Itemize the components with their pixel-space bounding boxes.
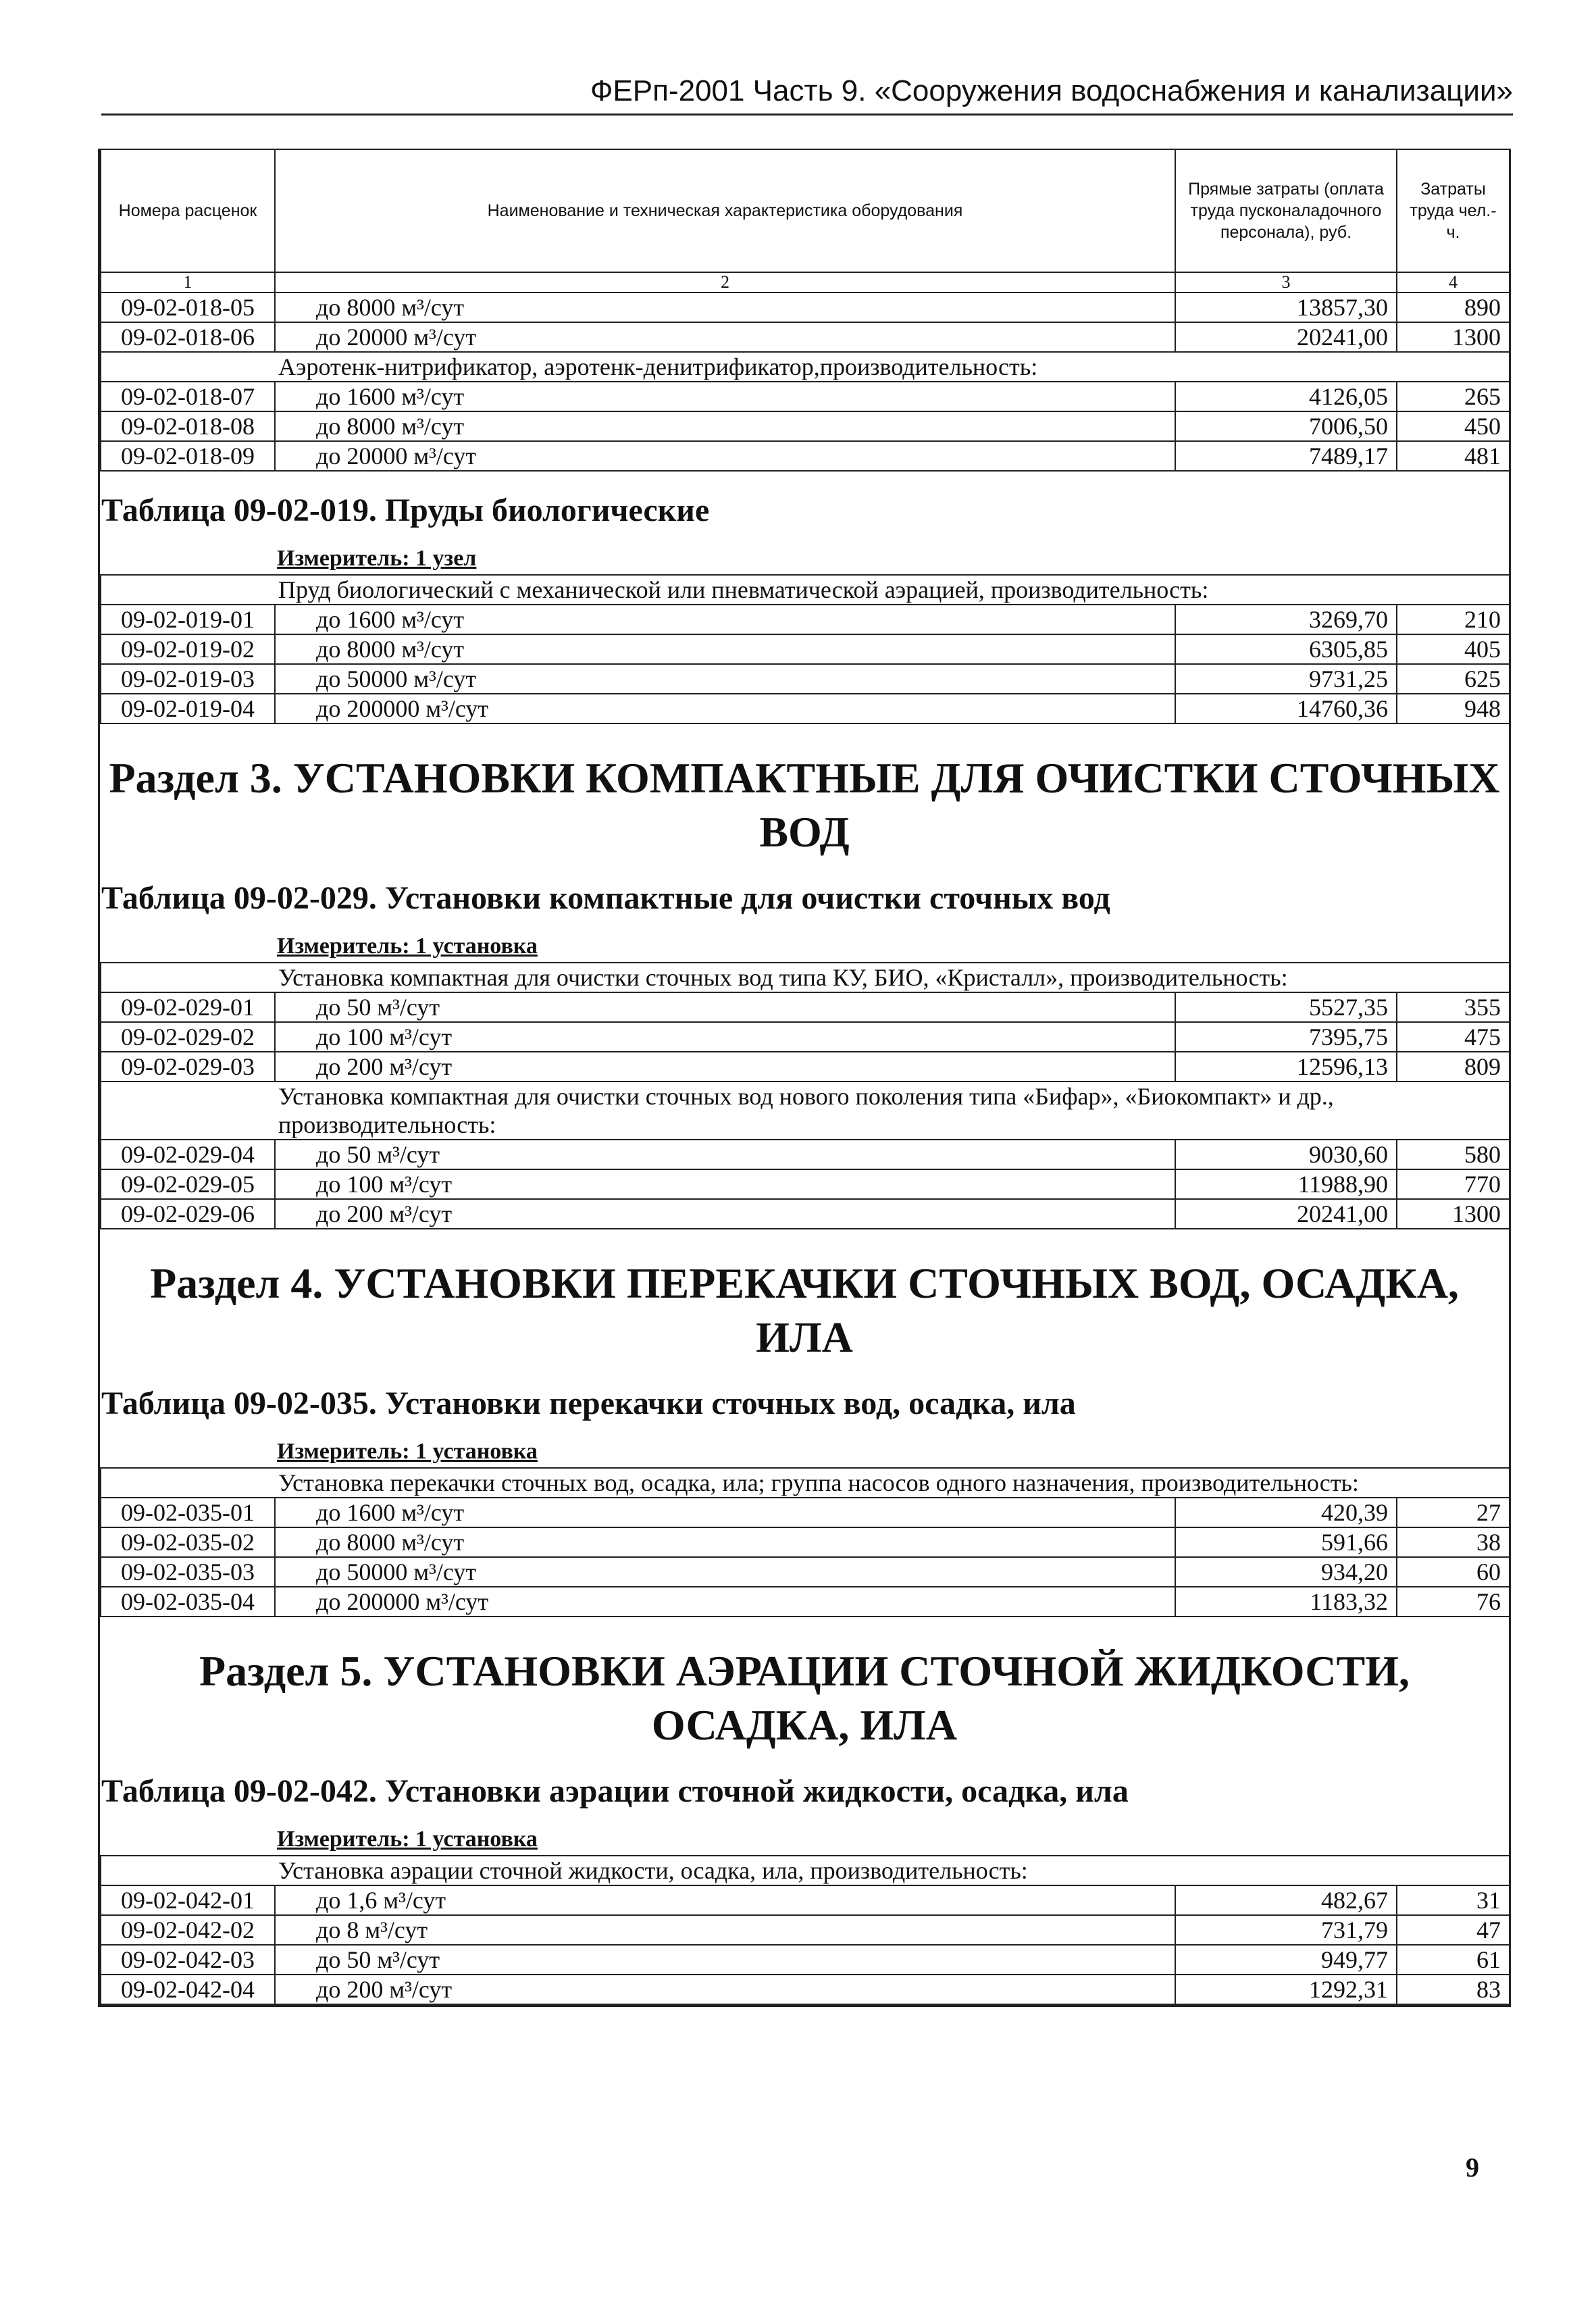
rate-labor: 405 <box>1397 634 1510 664</box>
rate-labor: 1300 <box>1397 1199 1510 1229</box>
rate-code: 09-02-018-05 <box>101 293 275 322</box>
rate-labor: 210 <box>1397 605 1510 634</box>
rate-row <box>101 1140 1510 1169</box>
rate-labor: 450 <box>1397 411 1510 441</box>
table-title-035: Таблица 09-02-035. Установки перекачки сточных вод, осадка, ила <box>101 1386 1076 1421</box>
rate-code: 09-02-019-01 <box>101 605 275 634</box>
col-number: 2 <box>275 272 1175 293</box>
rate-code: 09-02-029-04 <box>101 1140 275 1169</box>
rate-row <box>101 1557 1510 1587</box>
rate-description: до 20000 м³/сут <box>275 322 1175 352</box>
rate-row <box>101 1915 1510 1945</box>
rate-row <box>101 664 1510 694</box>
rate-labor: 355 <box>1397 992 1510 1022</box>
table-title-019: Таблица 09-02-019. Пруды биологические <box>101 492 710 528</box>
page-number: 9 <box>1466 2152 1479 2183</box>
rates-table-035 <box>100 1467 1510 1617</box>
rate-labor: 60 <box>1397 1557 1510 1587</box>
unit-text: Измеритель: 1 установка <box>277 934 538 959</box>
rate-description: до 8000 м³/сут <box>275 293 1175 322</box>
rate-cost: 420,39 <box>1175 1498 1397 1527</box>
rate-description: до 8000 м³/сут <box>275 1527 1175 1557</box>
rate-cost: 11988,90 <box>1175 1169 1397 1199</box>
rate-description: до 1600 м³/сут <box>275 1498 1175 1527</box>
rate-labor: 948 <box>1397 694 1510 723</box>
rate-labor: 1300 <box>1397 322 1510 352</box>
rate-code: 09-02-018-06 <box>101 322 275 352</box>
rate-cost: 4126,05 <box>1175 382 1397 411</box>
unit-042 <box>100 1824 1509 1855</box>
rate-cost: 20241,00 <box>1175 1199 1397 1229</box>
unit-019 <box>100 543 1509 574</box>
rate-row <box>101 992 1510 1022</box>
rate-row <box>101 634 1510 664</box>
rate-code: 09-02-035-03 <box>101 1557 275 1587</box>
rate-code: 09-02-042-03 <box>101 1945 275 1975</box>
rate-labor: 76 <box>1397 1587 1510 1617</box>
rate-code: 09-02-019-04 <box>101 694 275 723</box>
rate-description: до 100 м³/сут <box>275 1169 1175 1199</box>
group-intro-row <box>101 1856 1510 1885</box>
rate-code: 09-02-029-03 <box>101 1052 275 1082</box>
group-intro-text: Пруд биологический с механической или пневматической аэрацией, производительность: <box>278 576 1209 603</box>
rate-row <box>101 382 1510 411</box>
table-title-029: Таблица 09-02-029. Установки компактные для очистки сточных вод <box>101 880 1110 916</box>
rate-cost: 14760,36 <box>1175 694 1397 723</box>
group-intro-text: Установка компактная для очистки сточных вод нового поколения типа «Бифар», «Биокомпакт» и др., производительность: <box>278 1083 1334 1138</box>
rate-row <box>101 1885 1510 1915</box>
rate-cost: 7395,75 <box>1175 1022 1397 1052</box>
col-number: 1 <box>101 272 275 293</box>
group-intro-text: Аэротенк-нитрификатор, аэротенк-денитрификатор,производительность: <box>278 353 1038 380</box>
col-header-code: Номера расценок <box>101 149 275 272</box>
col-number: 3 <box>1175 272 1397 293</box>
col-header-labor: Затраты труда чел.-ч. <box>1397 149 1510 272</box>
rate-labor: 890 <box>1397 293 1510 322</box>
rate-code: 09-02-035-01 <box>101 1498 275 1527</box>
unit-029 <box>100 931 1509 962</box>
rate-cost: 5527,35 <box>1175 992 1397 1022</box>
rate-cost: 949,77 <box>1175 1945 1397 1975</box>
col-number: 4 <box>1397 272 1510 293</box>
rate-code: 09-02-018-09 <box>101 441 275 471</box>
rate-cost: 6305,85 <box>1175 634 1397 664</box>
rate-row <box>101 694 1510 723</box>
rate-code: 09-02-042-02 <box>101 1915 275 1945</box>
rate-labor: 580 <box>1397 1140 1510 1169</box>
rate-labor: 770 <box>1397 1169 1510 1199</box>
rate-description: до 100 м³/сут <box>275 1022 1175 1052</box>
column-header-row <box>101 149 1510 272</box>
rate-code: 09-02-029-06 <box>101 1199 275 1229</box>
rate-description: до 8 м³/сут <box>275 1915 1175 1945</box>
rate-description: до 50 м³/сут <box>275 992 1175 1022</box>
rate-row <box>101 1052 1510 1082</box>
rate-cost: 9731,25 <box>1175 664 1397 694</box>
col-header-cost: Прямые затраты (оплата труда пусконаладочного персонала), руб. <box>1175 149 1397 272</box>
rate-code: 09-02-018-08 <box>101 411 275 441</box>
rate-cost: 3269,70 <box>1175 605 1397 634</box>
rate-cost: 482,67 <box>1175 1885 1397 1915</box>
rate-labor: 481 <box>1397 441 1510 471</box>
rate-labor: 27 <box>1397 1498 1510 1527</box>
rate-row <box>101 1199 1510 1229</box>
rate-row <box>101 322 1510 352</box>
group-intro-row <box>101 575 1510 605</box>
unit-text: Измеритель: 1 установка <box>277 1827 538 1852</box>
rate-description: до 50000 м³/сут <box>275 1557 1175 1587</box>
group-intro-row <box>101 963 1510 992</box>
rate-labor: 83 <box>1397 1975 1510 2004</box>
rate-labor: 265 <box>1397 382 1510 411</box>
rate-code: 09-02-018-07 <box>101 382 275 411</box>
group-intro-row <box>101 352 1510 382</box>
rate-cost: 1292,31 <box>1175 1975 1397 2004</box>
rate-labor: 61 <box>1397 1945 1510 1975</box>
rate-cost: 7006,50 <box>1175 411 1397 441</box>
rate-labor: 475 <box>1397 1022 1510 1052</box>
rate-code: 09-02-035-04 <box>101 1587 275 1617</box>
document-frame <box>98 149 1511 2007</box>
rate-description: до 50 м³/сут <box>275 1945 1175 1975</box>
rates-table-019 <box>100 574 1510 724</box>
rate-description: до 200 м³/сут <box>275 1052 1175 1082</box>
rate-code: 09-02-042-01 <box>101 1885 275 1915</box>
rate-row <box>101 1169 1510 1199</box>
rate-row <box>101 605 1510 634</box>
group-intro-text: Установка аэрации сточной жидкости, осадка, ила, производительность: <box>278 1857 1028 1884</box>
rate-cost: 731,79 <box>1175 1915 1397 1945</box>
rate-cost: 9030,60 <box>1175 1140 1397 1169</box>
section-title-5: Раздел 5. УСТАНОВКИ АЭРАЦИИ СТОЧНОЙ ЖИДКОСТИ, ОСАДКА, ИЛА <box>199 1647 1410 1749</box>
unit-035 <box>100 1436 1509 1467</box>
rate-code: 09-02-019-03 <box>101 664 275 694</box>
rate-row <box>101 293 1510 322</box>
rate-labor: 31 <box>1397 1885 1510 1915</box>
rate-cost: 12596,13 <box>1175 1052 1397 1082</box>
column-number-row <box>101 272 1510 293</box>
rate-cost: 1183,32 <box>1175 1587 1397 1617</box>
rate-code: 09-02-035-02 <box>101 1527 275 1557</box>
rate-description: до 1,6 м³/сут <box>275 1885 1175 1915</box>
section-title-4: Раздел 4. УСТАНОВКИ ПЕРЕКАЧКИ СТОЧНЫХ ВОД, ОСАДКА, ИЛА <box>150 1259 1459 1361</box>
table-title-042: Таблица 09-02-042. Установки аэрации сточной жидкости, осадка, ила <box>101 1773 1129 1809</box>
rate-labor: 38 <box>1397 1527 1510 1557</box>
rate-description: до 200000 м³/сут <box>275 1587 1175 1617</box>
rate-cost: 934,20 <box>1175 1557 1397 1587</box>
rate-row <box>101 411 1510 441</box>
rate-cost: 20241,00 <box>1175 322 1397 352</box>
rate-description: до 20000 м³/сут <box>275 441 1175 471</box>
rate-labor: 47 <box>1397 1915 1510 1945</box>
rate-description: до 1600 м³/сут <box>275 605 1175 634</box>
unit-text: Измеритель: 1 установка <box>277 1439 538 1464</box>
rate-description: до 8000 м³/сут <box>275 411 1175 441</box>
group-intro-row <box>101 1468 1510 1498</box>
rate-code: 09-02-042-04 <box>101 1975 275 2004</box>
rates-table-029 <box>100 962 1510 1229</box>
group-intro-row <box>101 1082 1510 1140</box>
rate-cost: 591,66 <box>1175 1527 1397 1557</box>
rate-labor: 809 <box>1397 1052 1510 1082</box>
rate-row <box>101 1527 1510 1557</box>
col-header-name: Наименование и техническая характеристика оборудования <box>275 149 1175 272</box>
rate-cost: 13857,30 <box>1175 293 1397 322</box>
rates-table-018 <box>100 149 1510 472</box>
rate-description: до 200000 м³/сут <box>275 694 1175 723</box>
group-intro-text: Установка компактная для очистки сточных вод типа КУ, БИО, «Кристалл», производительность: <box>278 964 1288 991</box>
rate-row <box>101 1975 1510 2004</box>
section-title-3: Раздел 3. УСТАНОВКИ КОМПАКТНЫЕ ДЛЯ ОЧИСТКИ СТОЧНЫХ ВОД <box>109 754 1500 856</box>
rate-description: до 200 м³/сут <box>275 1975 1175 2004</box>
rate-code: 09-02-029-02 <box>101 1022 275 1052</box>
rate-row <box>101 1498 1510 1527</box>
rate-row <box>101 1022 1510 1052</box>
rate-row <box>101 1945 1510 1975</box>
rate-code: 09-02-029-05 <box>101 1169 275 1199</box>
group-intro-text: Установка перекачки сточных вод, осадка, ила; группа насосов одного назначения, производительность: <box>278 1469 1359 1496</box>
unit-text: Измеритель: 1 узел <box>277 546 477 571</box>
rate-row <box>101 441 1510 471</box>
rate-labor: 625 <box>1397 664 1510 694</box>
rate-description: до 1600 м³/сут <box>275 382 1175 411</box>
rate-description: до 200 м³/сут <box>275 1199 1175 1229</box>
rate-row <box>101 1587 1510 1617</box>
rate-description: до 50 м³/сут <box>275 1140 1175 1169</box>
rate-cost: 7489,17 <box>1175 441 1397 471</box>
rate-description: до 50000 м³/сут <box>275 664 1175 694</box>
rate-code: 09-02-029-01 <box>101 992 275 1022</box>
rate-description: до 8000 м³/сут <box>275 634 1175 664</box>
rates-table-042 <box>100 1855 1510 2005</box>
rate-code: 09-02-019-02 <box>101 634 275 664</box>
running-header: ФЕРп-2001 Часть 9. «Сооружения водоснабжения и канализации» <box>101 74 1513 116</box>
